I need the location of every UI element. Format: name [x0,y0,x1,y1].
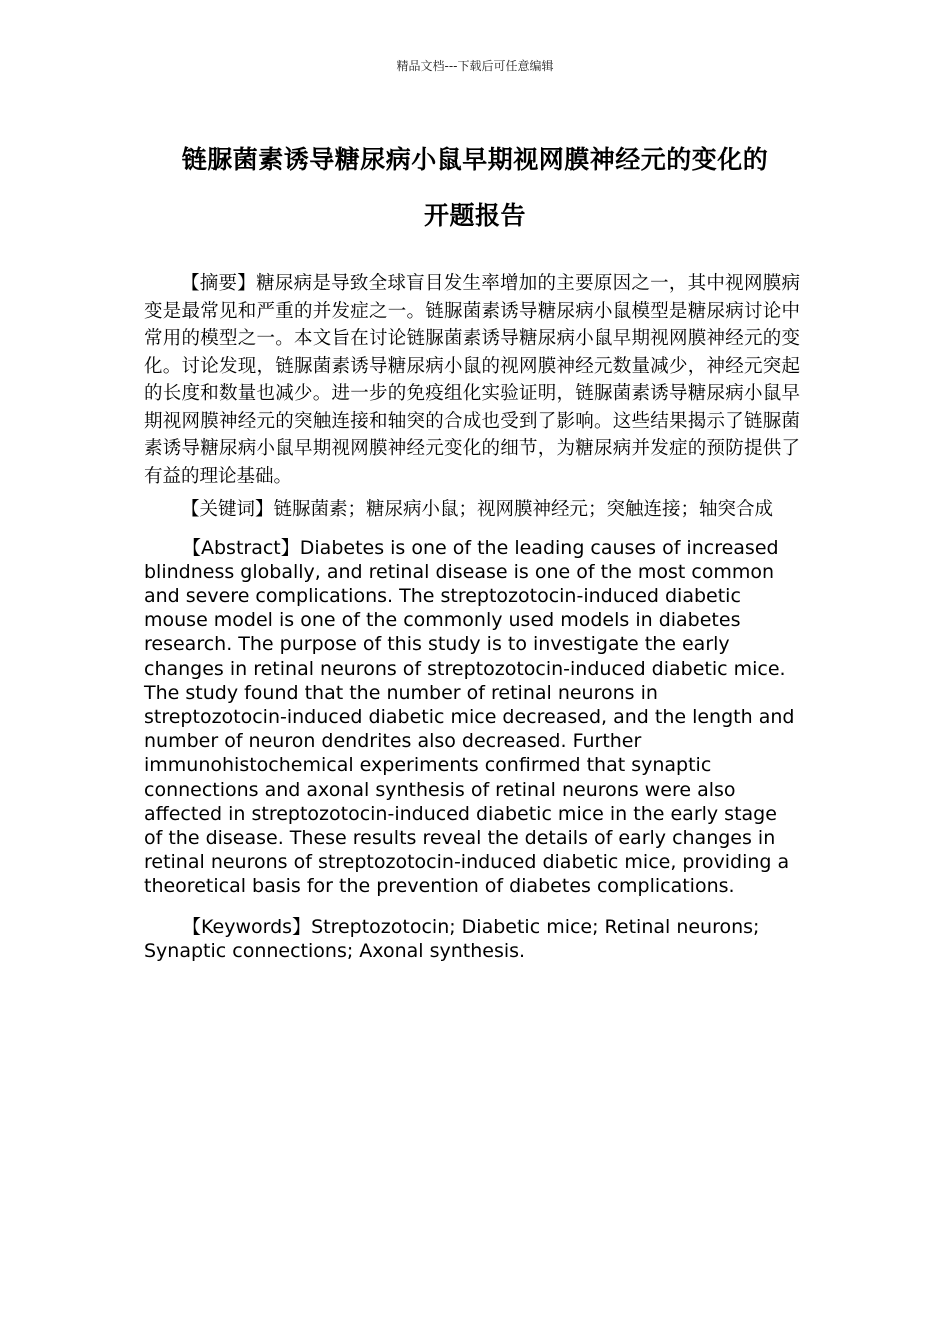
keywords-en-paragraph [144,915,800,963]
title-line-1: 链脲菌素诱导糖尿病小鼠早期视网膜神经元的变化的 [181,145,769,174]
abstract-cn-paragraph [144,270,800,490]
document-title [130,132,820,244]
keywords-cn-label: 【关键词】 [181,499,274,520]
keywords-cn-paragraph [144,496,800,524]
abstract-cn-text: 糖尿病是导致全球盲目发生率增加的主要原因之一，其中视网膜病变是最常见和严重的并发症之一。链脲菌素诱导糖尿病小鼠模型是糖尿病讨论中常用的模型之一。本文旨在讨论链脲菌素诱导糖尿病小鼠早期视网膜神经元的变化。讨论发现，链脲菌素诱导糖尿病小鼠的视网膜神经元数量减少，神经元突起的长度和数量也减少。进一步的免疫组化实验证明，链脲菌素诱导糖尿病小鼠早期视网膜神经元的突触连接和轴突的合成也受到了影响。这些结果揭示了链脲菌素诱导糖尿病小鼠早期视网膜神经元变化的细节，为糖尿病并发症的预防提供了有益的理论基础。 [144,273,800,487]
abstract-en-text: Diabetes is one of the leading causes of increased blindness globally, and retinal disease is one of the most common and severe complications. The streptozotocin-induced diabetic mouse model is one of the commonly used models in diabetes research. The purpose of this study is to investigate the early changes in retinal neurons of streptozotocin-induced diabetic mice. The study found that the number of retinal neurons in streptozotocin-induced diabetic mice decreased, and the length and number of neuron dendrites also decreased. Further immunohistochemical experiments confirmed that synaptic connections and axonal synthesis of retinal neurons were also affected in streptozotocin-induced diabetic mice in the early stage of the disease. These results reveal the details of early changes in retinal neurons of streptozotocin-induced diabetic mice, providing a theoretical basis for the prevention of diabetes complications. [144,536,795,898]
abstract-en-paragraph [144,536,800,899]
title-line-2: 开题报告 [423,201,526,230]
document-body [144,270,800,979]
abstract-en-label: 【Abstract】 [182,536,300,559]
header-note: 精品文档---下载后可任意编辑 [396,59,554,73]
keywords-en-label: 【Keywords】 [182,915,312,938]
keywords-cn-text: 链脲菌素；糖尿病小鼠；视网膜神经元；突触连接；轴突合成 [273,499,774,520]
keywords-en-text: Streptozotocin; Diabetic mice; Retinal neurons; Synaptic connections; Axonal synthesis. [144,915,760,962]
abstract-cn-label: 【摘要】 [181,273,257,294]
